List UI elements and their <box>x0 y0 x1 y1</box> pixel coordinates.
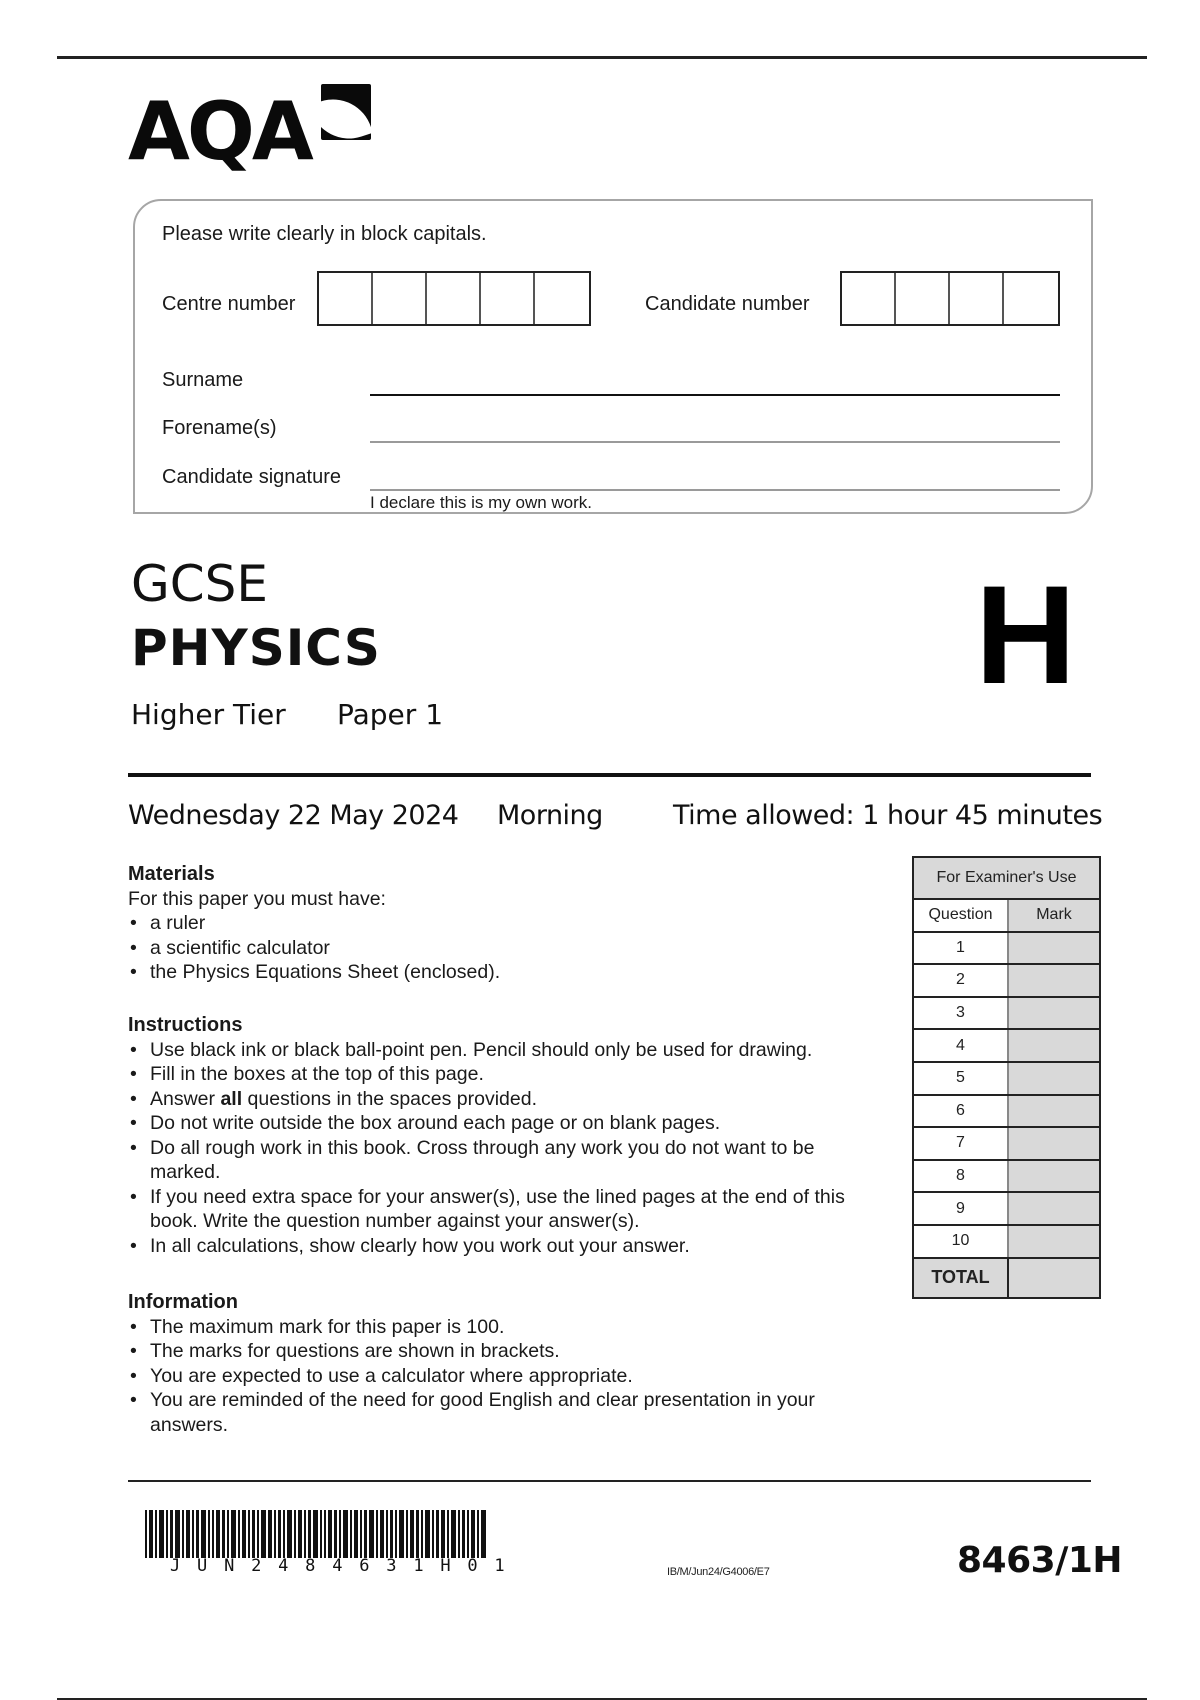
mark-cell[interactable] <box>1008 1160 1100 1193</box>
logo-text: AQA <box>128 85 311 178</box>
declaration-text: I declare this is my own work. <box>370 493 593 512</box>
title-divider <box>128 773 1091 777</box>
table-row <box>913 1029 1100 1062</box>
question-number: 1 <box>913 932 1008 965</box>
mark-cell[interactable] <box>1008 1062 1100 1095</box>
question-column-header: Question <box>913 899 1008 932</box>
surname-field[interactable] <box>370 394 1060 396</box>
instructions-heading: Instructions <box>128 1014 243 1036</box>
centre-number-box[interactable] <box>319 273 373 324</box>
paper-code: 8463/1H <box>957 1540 1123 1581</box>
barcode-icon <box>145 1510 533 1558</box>
centre-number-box[interactable] <box>427 273 481 324</box>
exam-date: Wednesday 22 May 2024 <box>128 800 459 831</box>
list-item: • the Physics Equations Sheet (enclosed). <box>128 960 888 985</box>
tier-letter: H <box>975 556 1077 713</box>
information-heading: Information <box>128 1291 238 1313</box>
question-number: 9 <box>913 1192 1008 1225</box>
materials-heading: Materials <box>128 863 215 885</box>
barcode-text: JUN2484631H01 <box>170 1556 522 1576</box>
table-row <box>913 932 1100 965</box>
exam-session: Morning <box>497 800 603 831</box>
information-section <box>128 1290 888 1437</box>
centre-number-field[interactable] <box>317 271 591 326</box>
top-rule <box>57 56 1147 59</box>
total-label: TOTAL <box>913 1258 1008 1298</box>
materials-list <box>128 911 888 985</box>
list-item: • a ruler <box>128 911 888 936</box>
question-number: 5 <box>913 1062 1008 1095</box>
instructions-list <box>128 1038 888 1259</box>
list-item: • Do not write outside the box around each page or on blank pages. <box>128 1111 888 1136</box>
list-item: • You are expected to use a calculator where appropriate. <box>128 1364 888 1389</box>
centre-number-label: Centre number <box>162 293 296 315</box>
list-item: • In all calculations, show clearly how you work out your answer. <box>128 1234 888 1259</box>
list-item: • Fill in the boxes at the top of this page. <box>128 1062 888 1087</box>
question-number: 4 <box>913 1029 1008 1062</box>
mark-cell[interactable] <box>1008 1029 1100 1062</box>
emphasis-text: all <box>220 1087 243 1110</box>
table-row <box>913 1127 1100 1160</box>
candidate-number-box[interactable] <box>896 273 950 324</box>
list-item: • The maximum mark for this paper is 100. <box>128 1315 888 1340</box>
document-reference: IB/M/Jun24/G4006/E7 <box>667 1566 770 1578</box>
table-row <box>913 1062 1100 1095</box>
candidate-number-box[interactable] <box>842 273 896 324</box>
list-item: • The marks for questions are shown in brackets. <box>128 1339 888 1364</box>
candidate-number-box[interactable] <box>1004 273 1058 324</box>
mark-cell[interactable] <box>1008 1095 1100 1128</box>
mark-cell[interactable] <box>1008 964 1100 997</box>
time-allowed: Time allowed: 1 hour 45 minutes <box>673 800 1103 831</box>
list-item: • Do all rough work in this book. Cross through any work you do not want to be marked. <box>128 1136 888 1185</box>
subject-title: PHYSICS <box>131 619 381 677</box>
mark-cell[interactable] <box>1008 932 1100 965</box>
table-row <box>913 1225 1100 1258</box>
centre-number-box[interactable] <box>481 273 535 324</box>
materials-intro: For this paper you must have: <box>128 887 386 910</box>
list-item: • You are reminded of the need for good English and clear presentation in your answers. <box>128 1388 888 1437</box>
candidate-number-box[interactable] <box>950 273 1004 324</box>
surname-label: Surname <box>162 369 244 391</box>
forename-label: Forename(s) <box>162 417 277 439</box>
table-row <box>913 1095 1100 1128</box>
text: Answer <box>150 1087 221 1110</box>
table-row <box>913 997 1100 1030</box>
question-number: 2 <box>913 964 1008 997</box>
mark-cell[interactable] <box>1008 1192 1100 1225</box>
question-number: 3 <box>913 997 1008 1030</box>
candidate-number-label: Candidate number <box>645 293 810 315</box>
question-number: 6 <box>913 1095 1008 1128</box>
table-row <box>913 964 1100 997</box>
examiner-use-table <box>912 856 1101 1299</box>
centre-number-box[interactable] <box>535 273 589 324</box>
list-item <box>128 1087 888 1112</box>
question-number: 8 <box>913 1160 1008 1193</box>
candidate-details-box <box>133 199 1093 514</box>
mark-cell[interactable] <box>1008 1225 1100 1258</box>
forename-field[interactable] <box>370 441 1060 443</box>
aqa-leaf-mark-icon <box>321 84 371 140</box>
aqa-logo <box>128 82 388 178</box>
mark-cell[interactable] <box>1008 1127 1100 1160</box>
candidate-number-field[interactable] <box>840 271 1060 326</box>
table-row <box>913 1160 1100 1193</box>
table-row <box>913 1192 1100 1225</box>
list-item: • Use black ink or black ball-point pen. Pencil should only be used for drawing. <box>128 1038 888 1063</box>
question-number: 10 <box>913 1225 1008 1258</box>
tier-label: Higher Tier <box>131 698 286 731</box>
question-number: 7 <box>913 1127 1008 1160</box>
text: questions in the spaces provided. <box>242 1087 537 1110</box>
materials-section <box>128 862 888 985</box>
paper-label: Paper 1 <box>337 698 444 731</box>
examiner-table-title: For Examiner's Use <box>913 857 1100 899</box>
block-capitals-instruction: Please write clearly in block capitals. <box>162 223 487 245</box>
information-list <box>128 1315 888 1438</box>
list-item: • If you need extra space for your answer(s), use the lined pages at the end of this book. Write the question number against your answer(s). <box>128 1185 888 1234</box>
centre-number-box[interactable] <box>373 273 427 324</box>
footer-divider <box>128 1480 1091 1482</box>
total-row <box>913 1258 1100 1298</box>
mark-column-header: Mark <box>1008 899 1100 932</box>
signature-field[interactable] <box>370 489 1060 491</box>
instructions-section <box>128 1013 888 1258</box>
mark-cell[interactable] <box>1008 997 1100 1030</box>
list-item: • a scientific calculator <box>128 936 888 961</box>
qualification-title: GCSE <box>131 555 268 613</box>
total-mark-cell[interactable] <box>1008 1258 1100 1298</box>
signature-label: Candidate signature <box>162 466 342 488</box>
